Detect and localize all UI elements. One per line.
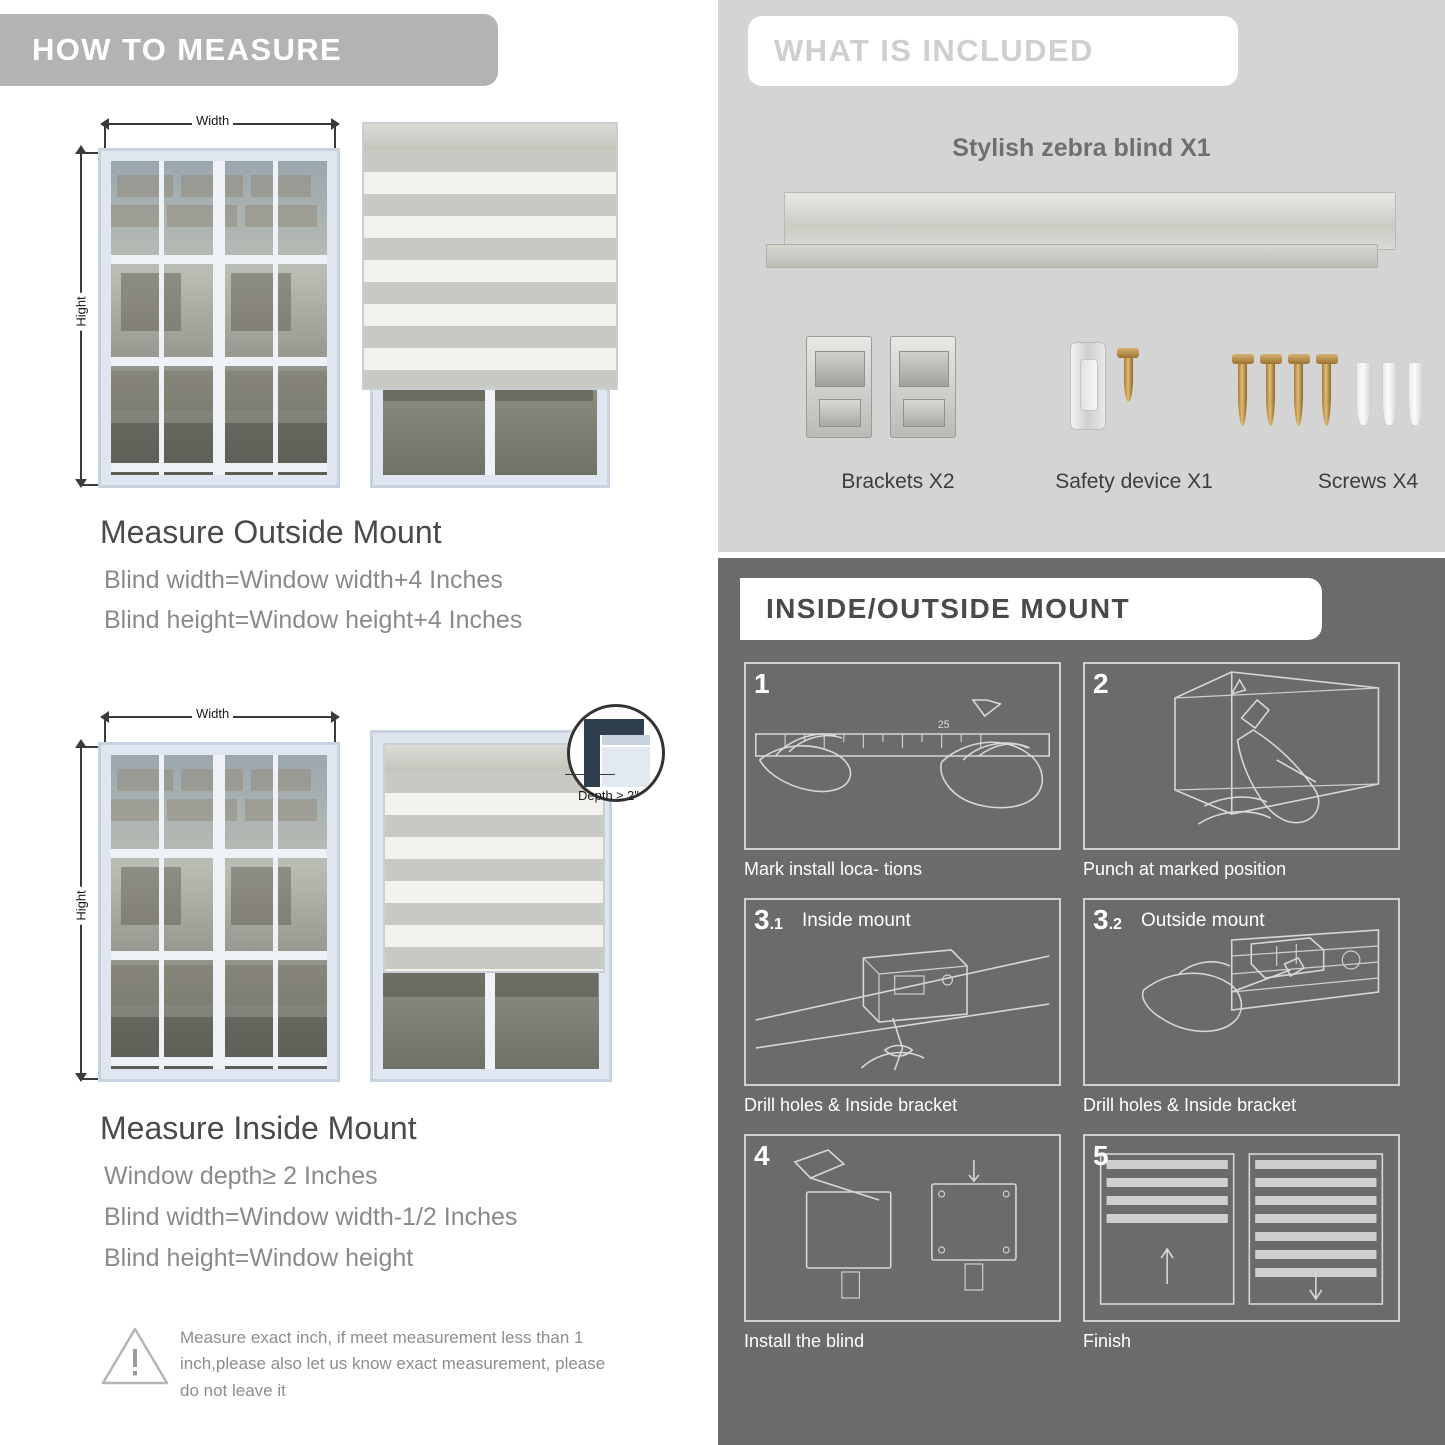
step-4 xyxy=(744,1134,1061,1352)
step-5 xyxy=(1083,1134,1400,1352)
depth-label: Depth ≥ 2" xyxy=(578,788,639,803)
step-2-caption: Punch at marked position xyxy=(1083,859,1287,879)
zebra-blind-outside xyxy=(362,122,618,390)
outside-width-tick-left xyxy=(104,123,106,149)
drill-sketch-icon xyxy=(1085,664,1398,848)
window-inside-mullion-h3 xyxy=(111,1057,327,1066)
step-5-image xyxy=(1083,1134,1400,1322)
screw-head-2 xyxy=(1260,354,1282,364)
safety-device-part xyxy=(1070,342,1106,430)
window-frame-inside-blind xyxy=(370,730,612,1082)
inside-outside-mount-panel xyxy=(712,552,1445,1445)
svg-text:25: 25 xyxy=(937,718,950,732)
inside-width-label: Width xyxy=(192,706,233,721)
window-inside-mullion-h2 xyxy=(111,951,327,960)
step-3-2-caption: Drill holes & Inside bracket xyxy=(1083,1095,1297,1115)
blind-headrail-outside xyxy=(364,124,616,151)
window-inside-mullion-h1 xyxy=(111,849,327,858)
step-3-2-number: 3.2 xyxy=(1093,904,1122,935)
step-2-image xyxy=(1083,662,1400,850)
window-inside-mullion-v2 xyxy=(159,755,164,1069)
wall-anchor-2 xyxy=(1382,362,1397,426)
blind-headrail-illustration xyxy=(784,192,1396,250)
inside-height-label: Hight xyxy=(74,886,89,924)
step-2 xyxy=(1083,662,1400,880)
inside-mount-heading: Measure Inside Mount xyxy=(100,1110,417,1146)
install-blind-sketch-icon xyxy=(746,1136,1059,1320)
wall-anchor-3 xyxy=(1408,362,1423,426)
step-3-2 xyxy=(1083,898,1400,1116)
included-blind-illustration xyxy=(766,192,1396,270)
step-2-number: 2 xyxy=(1093,668,1109,699)
outside-width-label: Width xyxy=(192,113,233,128)
inside-mount-line-2: Blind width=Window width-1/2 Inches xyxy=(104,1203,518,1231)
window-inside-mullion-v3 xyxy=(273,755,278,1069)
window-inside-mullion-v xyxy=(213,755,225,1069)
step-3-2-inline-label: Outside mount xyxy=(1141,910,1265,931)
inside-mount-line-3: Blind height=Window height xyxy=(104,1244,414,1272)
outside-mount-line-2: Blind height=Window height+4 Inches xyxy=(104,606,523,634)
outside-mount-heading: Measure Outside Mount xyxy=(100,514,442,550)
screw-part-2 xyxy=(1266,360,1275,426)
safety-device-caption: Safety device X1 xyxy=(1055,470,1213,493)
screw-part-4 xyxy=(1322,360,1331,426)
what-is-included-title: WHAT IS INCLUDED xyxy=(774,33,1094,68)
step-3-1-image xyxy=(744,898,1061,1086)
included-main-item-label: Stylish zebra blind X1 xyxy=(952,134,1211,162)
blind-fabric-inside xyxy=(385,771,603,971)
window-mullion-vertical xyxy=(213,161,225,475)
step-1-number: 1 xyxy=(754,668,770,699)
window-frame-outside xyxy=(98,148,340,488)
how-to-measure-panel xyxy=(0,0,712,1445)
blind-bottomrail-illustration xyxy=(766,244,1378,268)
step-5-caption: Finish xyxy=(1083,1331,1132,1351)
inside-width-tick-right xyxy=(334,716,336,742)
inside-width-arrow-right xyxy=(331,711,340,723)
outside-height-label: Hight xyxy=(74,292,89,330)
bracket-part-2 xyxy=(890,336,956,438)
window-mullion-v3 xyxy=(273,161,278,475)
step-3-1 xyxy=(744,898,1061,1116)
warning-icon xyxy=(100,1325,170,1392)
screw-part-1 xyxy=(1238,360,1247,426)
screw-head-3 xyxy=(1288,354,1310,364)
inside-outside-mount-ribbon xyxy=(740,578,1322,640)
what-is-included-panel xyxy=(712,0,1445,552)
step-1-caption: Mark install loca- tions xyxy=(744,859,923,879)
mount-steps-grid xyxy=(744,662,1400,1352)
blind-fabric-outside xyxy=(364,150,616,388)
window-mullion-h2 xyxy=(111,357,327,366)
step-4-number: 4 xyxy=(754,1140,770,1171)
measurement-note: Measure exact inch, if meet measurement less than 1 inch,please also let us know exact measurement, please do not leave it xyxy=(180,1328,606,1400)
step-4-caption: Install the blind xyxy=(744,1331,865,1351)
screw-head-4 xyxy=(1316,354,1338,364)
inside-width-tick-left xyxy=(104,716,106,742)
inside-mount-line-1: Window depth≥ 2 Inches xyxy=(104,1162,378,1190)
step-1 xyxy=(744,662,1061,880)
window-mullion-h1 xyxy=(111,255,327,264)
finished-blind-sketch-icon xyxy=(1085,1136,1398,1320)
step-1-image xyxy=(744,662,1061,850)
included-parts-row xyxy=(758,330,1425,493)
what-is-included-ribbon xyxy=(748,16,1238,86)
safety-device-screw-head xyxy=(1117,348,1139,358)
bracket-part-1 xyxy=(806,336,872,438)
step-3-1-number: 3.1 xyxy=(754,904,783,935)
step-3-1-caption: Drill holes & Inside bracket xyxy=(744,1095,958,1115)
screw-part-3 xyxy=(1294,360,1303,426)
zebra-blind-inside xyxy=(383,743,605,973)
window-mullion-h3 xyxy=(111,463,327,472)
window-frame-inside xyxy=(98,742,340,1082)
depth-leader-line xyxy=(565,774,615,775)
inside-outside-mount-title: INSIDE/OUTSIDE MOUNT xyxy=(766,593,1131,624)
step-5-number: 5 xyxy=(1093,1140,1109,1171)
outside-width-arrow-right xyxy=(331,118,340,130)
window-mullion-v2 xyxy=(159,161,164,475)
wall-anchor-1 xyxy=(1356,362,1371,426)
step-3-2-image xyxy=(1083,898,1400,1086)
inside-mount-figure xyxy=(0,596,712,1108)
outside-mount-figure xyxy=(0,0,712,510)
screw-head-1 xyxy=(1232,354,1254,364)
safety-device-screw xyxy=(1124,354,1133,402)
outside-mount-line-1: Blind width=Window width+4 Inches xyxy=(104,566,503,594)
step-4-image xyxy=(744,1134,1061,1322)
how-to-measure-title: HOW TO MEASURE xyxy=(32,32,343,67)
step-3-1-inline-label: Inside mount xyxy=(802,910,911,931)
screws-caption: Screws X4 xyxy=(1317,470,1419,493)
hand-measuring-sketch-icon xyxy=(746,664,1059,848)
outside-width-tick-right xyxy=(334,123,336,149)
brackets-caption: Brackets X2 xyxy=(841,470,955,493)
